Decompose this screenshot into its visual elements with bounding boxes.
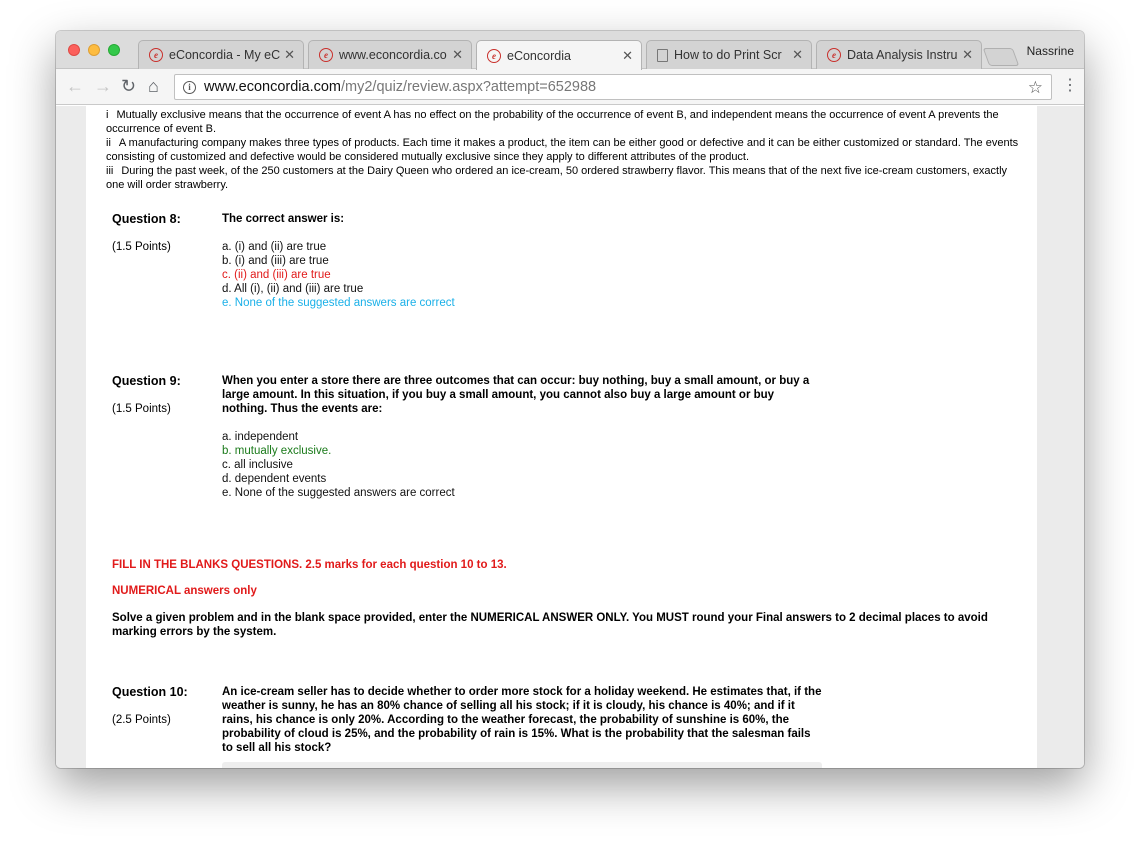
question-10-prompt: An ice-cream seller has to decide whether to order more stock for a holiday weekend. He estimates that, if the weather is sunny, he has an 80% chance of selling all his stock; if it is cloudy, his chance is 40%; and if it rains, his chance is only 20%. According to the weather forecast, the probability of sunshine is 60%, the probability of cloud is 25%, and the probability of rain is 15%. What is the probability that the salesman fails to sell all his stock?: [222, 686, 822, 754]
tab-title: eConcordia: [507, 48, 571, 63]
back-arrow-icon[interactable]: ←: [66, 76, 84, 96]
tab-econcordia-my[interactable]: [138, 40, 304, 69]
window-controls: [68, 44, 120, 56]
fill-in-blanks-banner: FILL IN THE BLANKS QUESTIONS. 2.5 marks for each question 10 to 13.: [112, 559, 507, 571]
statement-item: [106, 164, 1026, 192]
close-icon[interactable]: ✕: [452, 47, 463, 62]
new-tab-button[interactable]: [983, 48, 1020, 66]
page-viewport[interactable]: [56, 106, 1084, 768]
answer-option: e. None of the suggested answers are correct: [222, 487, 455, 499]
statements-block: [106, 108, 1026, 192]
econcordia-icon: e: [149, 48, 163, 62]
address-bar[interactable]: [174, 74, 1052, 100]
statement-text: During the past week, of the 250 customers at the Dairy Queen who ordered an ice-cream, 50 ordered strawberry flavor. This means that of the next five ice-cream customers, exactly one will order strawberry.: [106, 165, 1008, 191]
answer-option-selected-wrong: c. (ii) and (iii) are true: [222, 269, 331, 281]
answer-option-selected-correct: b. mutually exclusive.: [222, 445, 332, 457]
close-window-button[interactable]: [68, 44, 80, 56]
tab-title: www.econcordia.co: [339, 48, 447, 62]
tab-data-analysis[interactable]: [816, 40, 982, 69]
bookmark-star-icon[interactable]: ☆: [1027, 78, 1043, 97]
menu-dots-icon[interactable]: ⋮: [1062, 77, 1078, 94]
answer-option: a. (i) and (ii) are true: [222, 241, 327, 253]
question-9-points: (1.5 Points): [112, 403, 171, 415]
tab-econcordia-www[interactable]: [308, 40, 472, 69]
econcordia-icon: e: [827, 48, 841, 62]
tab-strip: [56, 31, 1084, 69]
answer-option: d. All (i), (ii) and (iii) are true: [222, 283, 364, 295]
browser-window: [56, 31, 1084, 768]
tab-title: How to do Print Scr: [674, 48, 782, 62]
econcordia-icon: e: [487, 49, 501, 63]
answer-option: c. all inclusive: [222, 459, 293, 471]
answer-option: a. independent: [222, 431, 299, 443]
numerical-answers-banner: NUMERICAL answers only: [112, 585, 257, 597]
statement-text: A manufacturing company makes three types of products. Each time it makes a product, the item can be either good or defective and it can be either customized or standard. The events consisting of customized and defective would be considered mutually exclusive since they apply to different attributes of the product.: [106, 137, 1019, 163]
statement-numeral: i: [106, 109, 109, 121]
url-path: /my2/quiz/review.aspx?attempt=652988: [341, 79, 597, 95]
close-icon[interactable]: ✕: [622, 47, 633, 63]
econcordia-icon: e: [319, 48, 333, 62]
close-icon[interactable]: ✕: [792, 47, 803, 62]
statement-item: [106, 136, 1026, 164]
info-icon[interactable]: i: [183, 81, 196, 94]
section-instruction: Solve a given problem and in the blank space provided, enter the NUMERICAL ANSWER ONLY. You MUST round your Final answers to 2 decimal places to avoid marking errors by the system.: [112, 612, 988, 638]
statement-item: [106, 108, 1026, 136]
question-9-prompt: When you enter a store there are three outcomes that can occur: buy nothing, buy a small amount, or buy a large amount. In this situation, if you buy a small amount, you cannot also buy a large amount or buy nothing. Thus the events are:: [222, 375, 810, 415]
question-10-label: Question 10:: [112, 685, 188, 699]
statement-numeral: ii: [106, 137, 111, 149]
tab-title: eConcordia - My eC: [169, 48, 281, 62]
quiz-review-page: [86, 106, 1037, 768]
answer-option: d. dependent events: [222, 473, 327, 485]
close-icon[interactable]: ✕: [962, 47, 973, 62]
url-host: www.econcordia.com: [204, 79, 341, 95]
minimize-window-button[interactable]: [88, 44, 100, 56]
statement-text: Mutually exclusive means that the occurrence of event A has no effect on the probability of the occurrence of event B, and independent means the occurrence of event A prevents the occurrence of event B.: [106, 109, 999, 135]
question-10-points: (2.5 Points): [112, 714, 171, 726]
statement-numeral: iii: [106, 165, 114, 177]
tab-econcordia-active[interactable]: [476, 40, 642, 70]
reload-icon[interactable]: ↻: [121, 76, 137, 96]
question-8-points: (1.5 Points): [112, 241, 171, 253]
profile-name[interactable]: Nassrine: [1026, 44, 1074, 58]
fullscreen-window-button[interactable]: [108, 44, 120, 56]
answer-option: b. (i) and (iii) are true: [222, 255, 329, 267]
tab-title: Data Analysis Instru: [847, 48, 958, 62]
question-10-answer-box[interactable]: [222, 762, 822, 768]
question-9-label: Question 9:: [112, 374, 181, 388]
question-8-label: Question 8:: [112, 212, 181, 226]
tab-print-screen[interactable]: [646, 40, 812, 69]
close-icon[interactable]: ✕: [284, 47, 295, 62]
browser-toolbar: [56, 69, 1084, 105]
forward-arrow-icon[interactable]: →: [94, 76, 112, 96]
home-icon[interactable]: ⌂: [148, 76, 159, 96]
document-icon: [657, 49, 668, 62]
answer-option-correct: e. None of the suggested answers are correct: [222, 297, 455, 309]
question-8-prompt: The correct answer is:: [222, 213, 345, 225]
question-8-options: [222, 240, 455, 310]
question-9-options: [222, 430, 455, 500]
